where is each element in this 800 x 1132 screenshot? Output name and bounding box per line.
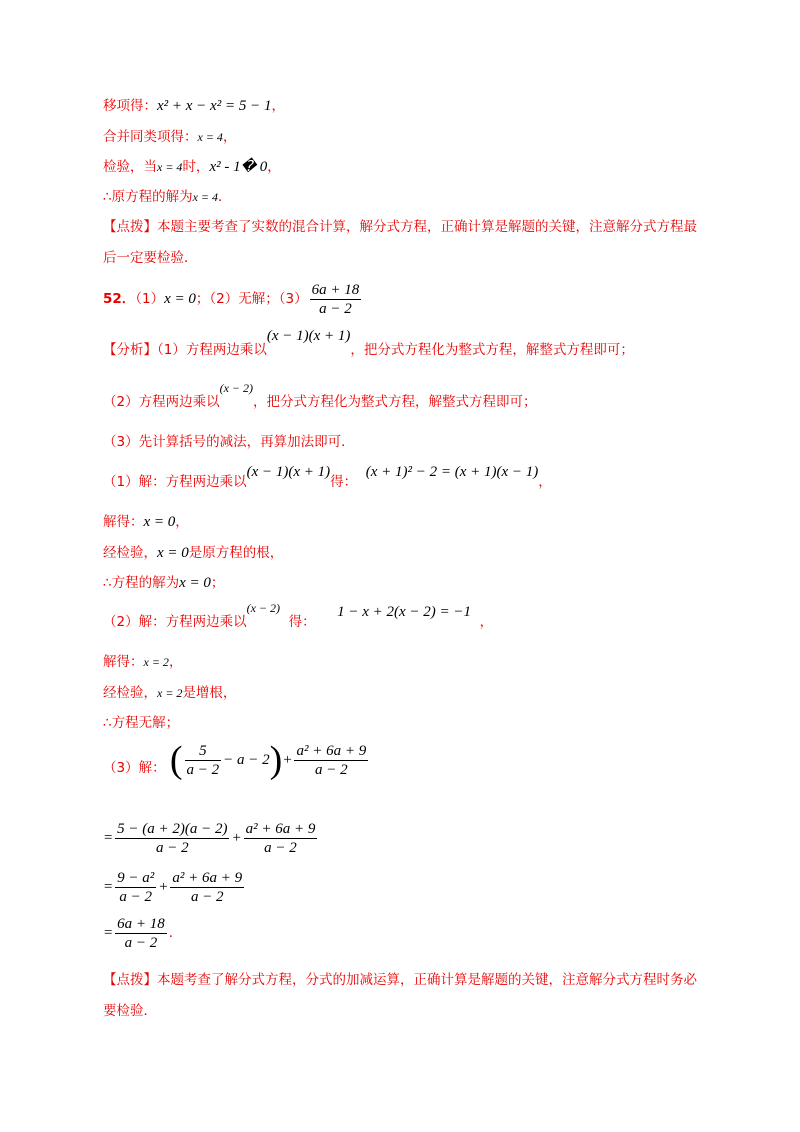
fraction [115,820,229,857]
solution-2-result [103,652,182,672]
numerator: a² + 6a + 9 [245,820,316,837]
left-paren: ( [169,739,183,781]
label: 解得： [103,654,144,670]
solution-1-conclusion [103,573,224,593]
punct: ， [538,474,552,490]
analysis-2 [103,381,537,412]
analysis-1 [103,328,634,360]
equation: x = 4 [197,130,223,144]
label: 【分析】（1）方程两边乘以 [103,342,267,358]
numerator: a² + 6a + 9 [296,742,367,759]
operator: + [282,752,293,768]
numerator: 6a + 18 [311,281,360,298]
label: 解得： [103,514,144,530]
equation: x = 0 [157,545,189,561]
denominator: a − 2 [319,300,352,317]
label: （1）解：方程两边乘以 [103,474,247,490]
label: ，把分式方程化为整式方程，解整式方程即可； [253,394,537,410]
label: ；（2）无解；（3） [195,291,308,307]
label: 检验，当 [103,159,157,175]
solution-2-conclusion: ∴方程无解； [103,715,180,731]
step-move-terms [103,96,285,116]
punct: ， [479,614,494,630]
fraction [170,869,244,906]
denominator: a − 2 [124,934,158,951]
conclusion [103,187,232,207]
tip-paragraph-1-cont: 后一定要检验． [103,250,198,266]
label: （3）解： [103,760,166,776]
fraction [310,281,362,318]
label: （2）解：方程两边乘以 [103,614,247,630]
label: 得： [288,614,316,630]
equation: x = 0 [143,514,176,530]
denominator: a − 2 [315,761,348,778]
simplify-step-1 [103,818,319,858]
equation: 1 − x + 2(x − 2) = −1 [337,604,471,620]
step-check [103,157,281,177]
label: ∴原方程的解为 [103,189,193,205]
equation: x = 0 [164,291,196,307]
tip-paragraph-2: 【点拨】本题考查了解分式方程，分式的加减运算，正确计算是解题的关键，注意解分式方程时务必 [103,972,697,988]
solution-2 [103,601,494,632]
denominator: a − 2 [264,839,297,856]
fraction [115,915,167,952]
numerator: 9 − a² [117,869,155,886]
tip-paragraph-1: 【点拨】本题主要考查了实数的混合计算，解分式方程，正确计算是解题的关键，注意解分式方程最 [103,219,697,235]
solution-1-check [103,543,283,563]
equation: x = 2 [143,655,169,669]
tip-paragraph-2-cont: 要检验． [103,1003,157,1019]
fraction [185,742,222,779]
label: （1） [135,291,165,307]
punct: ． [168,925,183,941]
simplify-result [103,913,182,953]
punct: ， [222,129,237,145]
equation: x = 4 [192,190,219,204]
equation: (x − 2) [219,381,254,395]
denominator: a − 2 [186,761,220,778]
operator: + [231,830,242,846]
numerator: 5 [185,742,222,761]
numerator: 6a + 18 [117,915,165,932]
label: ∴方程的解为 [103,575,180,591]
problem-52-answers [103,279,363,319]
equation: x = 0 [179,575,211,591]
punct: ， [271,98,285,114]
label: （2）方程两边乘以 [103,394,220,410]
punct: ， [175,514,189,530]
equation: (x + 1)² − 2 = (x + 1)(x − 1) [365,464,539,480]
problem-number: 52． [103,291,136,307]
operator: = [103,879,114,895]
solution-1-result [103,512,189,532]
equation: x² + x − x² = 5 − 1 [157,98,272,114]
fraction [244,820,318,857]
label: 经检验， [103,545,157,561]
punct: ， [267,159,281,175]
solution-3 [103,738,370,782]
punct: ． [218,189,232,205]
equation: x = 2 [157,686,183,700]
label: 得： [330,474,358,490]
operator: = [103,925,114,941]
equation: (x − 1)(x + 1) [246,464,331,480]
simplify-step-2 [103,867,246,907]
denominator: a − 2 [190,888,224,905]
equation: x² - 1� 0 [209,159,268,175]
label: 合并同类项得： [103,129,198,145]
fraction [115,869,156,906]
label: 是增根， [182,685,237,701]
numerator: 5 − (a + 2)(a − 2) [117,820,228,837]
label: 时， [182,159,210,175]
denominator: a − 2 [155,839,189,856]
term: − a − 2 [223,752,270,768]
label: 移项得： [103,98,157,114]
solution-2-check [103,683,236,703]
numerator: a² + 6a + 9 [172,869,243,886]
fraction [294,742,368,779]
operator: + [158,879,169,895]
equation: (x − 2) [246,601,281,615]
step-combine [103,127,236,147]
right-paren: ) [269,739,283,781]
equation: x = 4 [157,160,183,174]
label: 经检验， [103,685,157,701]
solution-1 [103,464,552,492]
equation: (x − 1)(x + 1) [266,328,351,344]
analysis-3: （3）先计算括号的减法，再算加法即可． [103,434,355,450]
denominator: a − 2 [119,888,152,905]
label: 是原方程的根， [188,545,284,561]
label: ，把分式方程化为整式方程，解整式方程即可； [350,342,634,358]
punct: ， [168,654,183,670]
operator: = [103,830,114,846]
punct: ； [210,575,225,591]
